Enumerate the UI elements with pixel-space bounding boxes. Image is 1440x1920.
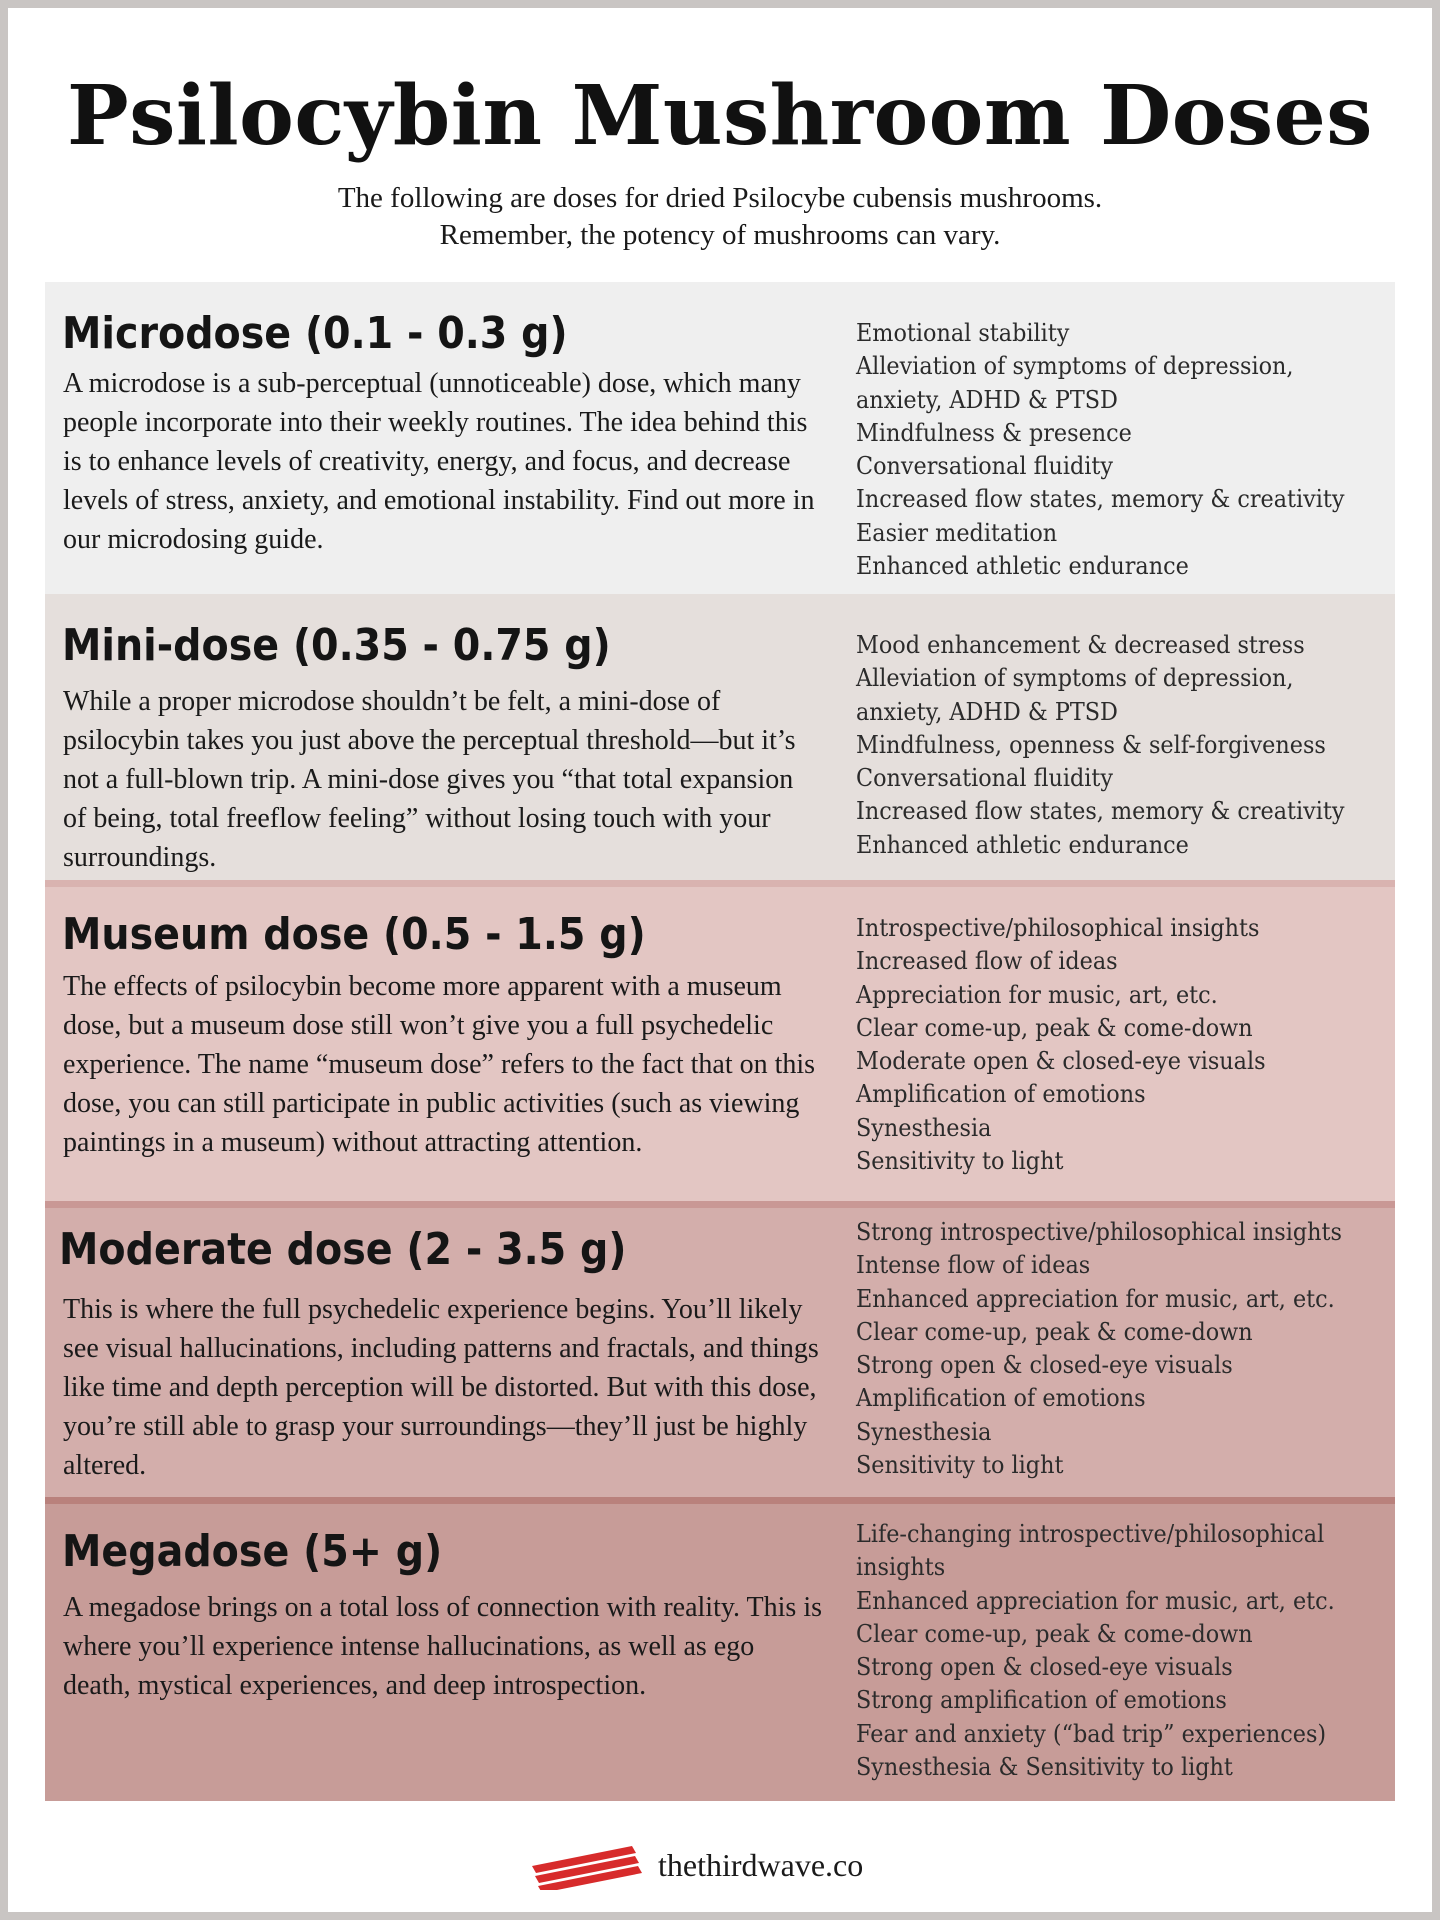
- page-title: Psilocybin Mushroom Doses: [67, 68, 1373, 164]
- effects-list: [856, 1518, 1349, 1784]
- effects-list: [856, 1216, 1349, 1482]
- effect-item: anxiety, ADHD & PTSD: [856, 697, 1118, 726]
- effect-item: Amplification of emotions: [856, 1080, 1146, 1109]
- effect-item: Strong introspective/philosophical insights: [856, 1218, 1342, 1246]
- effect-item: Moderate open & closed-eye visuals: [856, 1047, 1266, 1076]
- effect-item: Sensitivity to light: [856, 1147, 1064, 1176]
- subtitle-line-1: The following are doses for dried Psilocybe cubensis mushrooms.: [337, 182, 1103, 214]
- section-title: Megadose (5+ g): [62, 1526, 443, 1577]
- infographic-page: [8, 8, 1432, 1912]
- section-title: Moderate dose (2 - 3.5 g): [59, 1224, 627, 1275]
- effect-item: Clear come-up, peak & come-down: [856, 1317, 1253, 1346]
- effect-item: Amplification of emotions: [856, 1384, 1146, 1413]
- effect-item: Mindfulness, openness & self-forgiveness: [856, 730, 1326, 759]
- section-museum-dose: [45, 887, 1395, 1201]
- effect-item: Appreciation for music, art, etc.: [856, 980, 1218, 1009]
- effect-item: Synesthesia: [856, 1113, 992, 1142]
- subtitle-line-2: Remember, the potency of mushrooms can vary.: [439, 219, 1001, 251]
- effect-item: anxiety, ADHD & PTSD: [856, 385, 1118, 414]
- section-title: Museum dose (0.5 - 1.5 g): [62, 909, 646, 960]
- section-title: Microdose (0.1 - 0.3 g): [62, 308, 568, 359]
- section-description: The effects of psilocybin become more apparent with a museum dose, but a museum dose still won’t give you a full psychedelic experience. The name “museum dose” refers to the fact that on this dose, you can still participate in public activities (such as viewing paintings in a museum) without attracting attention.: [63, 971, 816, 1158]
- effect-item: Fear and anxiety (“bad trip” experiences): [856, 1719, 1327, 1748]
- effect-item: Life-changing introspective/philosophical: [856, 1520, 1325, 1548]
- section-microdose: [45, 282, 1395, 594]
- effect-item: Emotional stability: [856, 319, 1070, 347]
- website-link[interactable]: thethirdwave.co: [658, 1847, 864, 1883]
- page-subtitle: [8, 180, 1432, 254]
- three-red-stripes-icon: [532, 1844, 642, 1890]
- effect-item: Conversational fluidity: [856, 452, 1114, 481]
- section-title: Mini-dose (0.35 - 0.75 g): [62, 620, 611, 671]
- effects-list: [856, 629, 1349, 862]
- section-description: A megadose brings on a total loss of connection with reality. This is where you’ll experience intense hallucinations, as well as ego death, mystical experiences, and deep introspection.: [63, 1592, 822, 1701]
- effect-item: Mindfulness & presence: [856, 418, 1132, 447]
- section-divider: [45, 1497, 1395, 1504]
- section-description: While a proper microdose shouldn’t be felt, a mini-dose of psilocybin takes you just above the perceptual threshold—but it’s not a full-blown trip. A mini-dose gives you “that total expansion of being, total freeflow feeling” without losing touch with your surroundings.: [63, 686, 796, 873]
- effect-item: Clear come-up, peak & come-down: [856, 1619, 1253, 1648]
- effect-item: Strong open & closed-eye visuals: [856, 1351, 1233, 1380]
- effect-item: Conversational fluidity: [856, 764, 1114, 793]
- effect-item: Introspective/philosophical insights: [856, 914, 1260, 942]
- effect-item: Enhanced appreciation for music, art, etc.: [856, 1284, 1335, 1313]
- effect-item: Mood enhancement & decreased stress: [856, 631, 1305, 659]
- effect-item: Enhanced appreciation for music, art, etc.: [856, 1586, 1335, 1615]
- effect-item: Easier meditation: [856, 518, 1058, 547]
- effect-item: Increased flow states, memory & creativity: [856, 485, 1345, 514]
- effect-item: Alleviation of symptoms of depression,: [856, 664, 1294, 693]
- effect-item: Increased flow states, memory & creativity: [856, 797, 1345, 826]
- effect-item: Clear come-up, peak & come-down: [856, 1013, 1253, 1042]
- section-divider: [45, 880, 1395, 887]
- effect-item: Enhanced athletic endurance: [856, 830, 1189, 859]
- effect-item: Alleviation of symptoms of depression,: [856, 352, 1294, 381]
- effect-item: Synesthesia & Sensitivity to light: [856, 1753, 1233, 1782]
- effect-item: Enhanced athletic endurance: [856, 552, 1189, 581]
- section-moderate-dose: [45, 1208, 1395, 1497]
- effect-item: Increased flow of ideas: [856, 947, 1118, 976]
- section-divider: [45, 1201, 1395, 1208]
- effect-item: Sensitivity to light: [856, 1451, 1064, 1480]
- section-megadose: [45, 1504, 1395, 1801]
- effect-item: Synesthesia: [856, 1417, 992, 1446]
- section-description: A microdose is a sub-perceptual (unnoticeable) dose, which many people incorporate into their weekly routines. The idea behind this is to enhance levels of creativity, energy, and focus, and decrease levels of stress, anxiety, and emotional instability. Find out more in our microdosing guide.: [63, 368, 815, 555]
- section-minidose: [45, 594, 1395, 880]
- effects-list: [856, 912, 1349, 1178]
- section-description: This is where the full psychedelic experience begins. You’ll likely see visual hallucinations, including patterns and fractals, and things like time and depth perception will be distorted. But with this dose, you’re still able to grasp your surroundings—they’ll just be highly altered.: [63, 1294, 819, 1481]
- effects-list: [856, 317, 1349, 583]
- footer: [8, 1840, 1432, 1890]
- effect-item: Strong amplification of emotions: [856, 1686, 1227, 1715]
- effect-item: insights: [856, 1553, 946, 1582]
- effect-item: Strong open & closed-eye visuals: [856, 1653, 1233, 1682]
- effect-item: Intense flow of ideas: [856, 1251, 1091, 1280]
